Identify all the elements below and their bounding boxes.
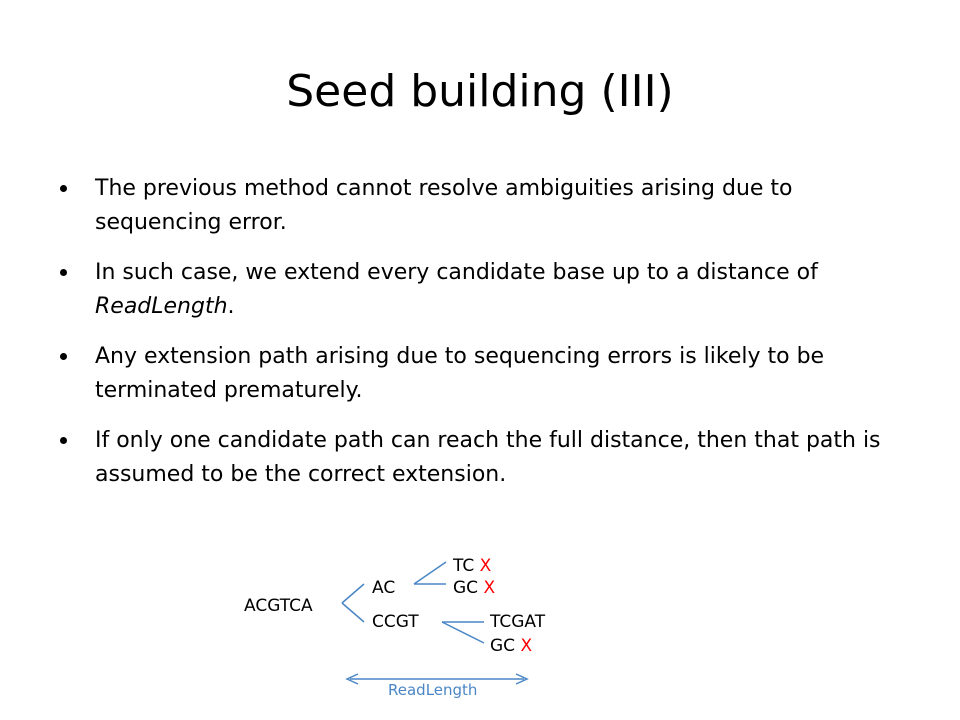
ccgt-child-tcgat: [490, 612, 545, 632]
slide-title: Seed building (III): [286, 66, 674, 117]
readlength-label: ReadLength: [388, 681, 478, 699]
seq-text: TC: [453, 556, 475, 576]
bullet-text: Any extension path arising due to sequencing errors is likely to be terminated prematurely.: [95, 344, 825, 403]
ac-child-gc: [453, 578, 495, 598]
ac-child-tc: [453, 556, 491, 576]
seq-text: GC: [490, 636, 516, 656]
bullet-text-end: .: [227, 294, 235, 319]
root-to-ac-line: [342, 584, 364, 603]
bullet-text: In such case, we extend every candidate base up to a distance of: [95, 260, 818, 285]
ccgt-child-gc: [490, 636, 532, 656]
error-x-icon: X: [483, 578, 496, 598]
branch-ac: AC: [372, 578, 396, 598]
root-sequence: ACGTCA: [244, 596, 313, 616]
ac-to-tc-line: [414, 562, 446, 584]
seq-text: GC: [453, 578, 479, 598]
bullet-text: If only one candidate path can reach the full distance, then that path is assumed to be the correct extension.: [95, 428, 881, 487]
bullet-emphasis: ReadLength: [95, 294, 228, 319]
ccgt-to-gc-line: [442, 622, 484, 643]
seq-text: TCGAT: [490, 612, 546, 632]
root-to-ccgt-line: [342, 603, 364, 622]
error-x-icon: X: [520, 636, 533, 656]
branch-ccgt: CCGT: [372, 612, 419, 632]
error-x-icon: X: [479, 556, 492, 576]
bullet-text: The previous method cannot resolve ambiguities arising due to sequencing error.: [95, 176, 793, 235]
